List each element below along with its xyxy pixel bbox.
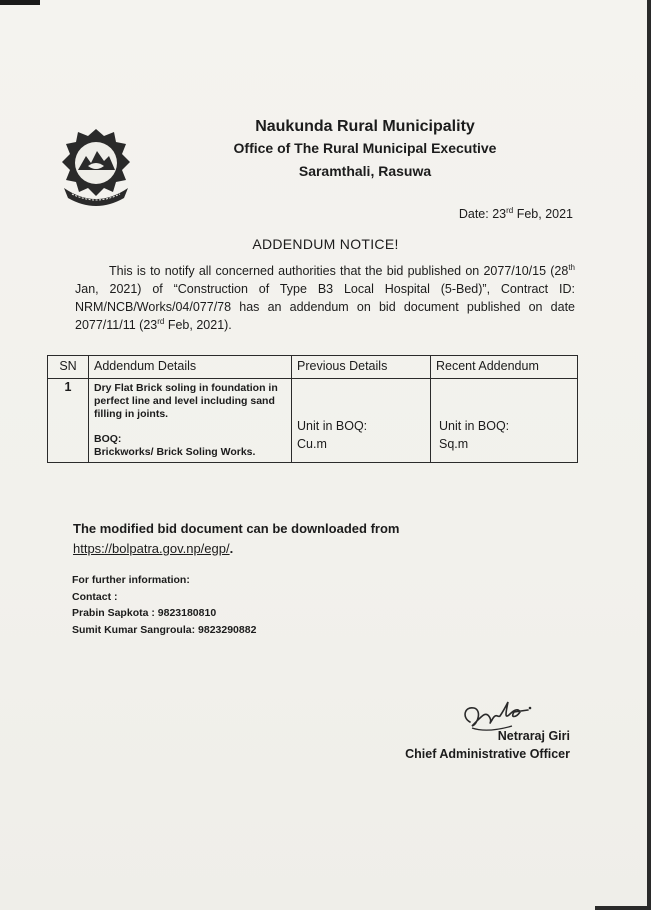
contact-info [72,572,256,638]
scan-edge-top [0,0,40,5]
download-text: The modified bid document can be downloaded from [73,521,400,536]
government-emblem-icon [58,126,134,208]
signer-name: Netraraj Giri [497,729,570,743]
table-header-row [48,356,578,379]
office-name: Office of The Rural Municipal Executive [233,140,497,156]
recent-label: Unit in BOQ: [439,419,510,433]
contact-line: For further information: [72,574,190,586]
table-row [48,379,578,463]
notice-body: This is to notify all concerned authorities that the bid published on 2077/10/15 (28th Jan, 2021) of “Construction of Type B3 Local Hospital (5-Bed)”, Contract ID: NRM/NCB/Works/04/077/78 has an addendum on bid document published on date 2077/11/11 (23rd Feb, 2021). [75,262,575,332]
header-previous: Previous Details [292,356,431,379]
details-text: Dry Flat Brick soling in foundation in perfect line and level including sand filling in joints. [94,382,278,420]
signer-title: Chief Administrative Officer [405,747,570,761]
row-details [89,379,292,463]
boq-label: BOQ: [94,433,122,445]
download-period: . [229,541,234,556]
boq-value: Brickworks/ Brick Soling Works. [94,446,256,458]
recent-value: Sq.m [439,437,469,451]
contact-line: Prabin Sapkota : 9823180810 [72,607,217,619]
row-sn: 1 [48,379,89,463]
addendum-table [47,355,578,463]
contact-line: Contact : [72,590,118,603]
download-notice [73,519,399,559]
scan-edge-right [647,0,651,910]
municipality-name: Naukunda Rural Municipality [255,118,475,135]
previous-value: Cu.m [297,437,327,451]
row-recent [431,379,578,463]
download-link[interactable]: https://bolpatra.gov.np/egp/ [73,541,230,556]
header-recent: Recent Addendum [431,356,578,379]
notice-date: Date: 23rd Feb, 2021 [458,205,573,221]
header-details: Addendum Details [89,356,292,379]
office-location: Saramthali, Rasuwa [298,163,432,179]
contact-line: Sumit Kumar Sangroula: 9823290882 [72,623,257,636]
header-sn: SN [48,356,89,379]
row-previous [292,379,431,463]
previous-label: Unit in BOQ: [297,419,368,433]
notice-title: ADDENDUM NOTICE! [252,236,399,252]
scan-edge-bottom [595,906,651,910]
